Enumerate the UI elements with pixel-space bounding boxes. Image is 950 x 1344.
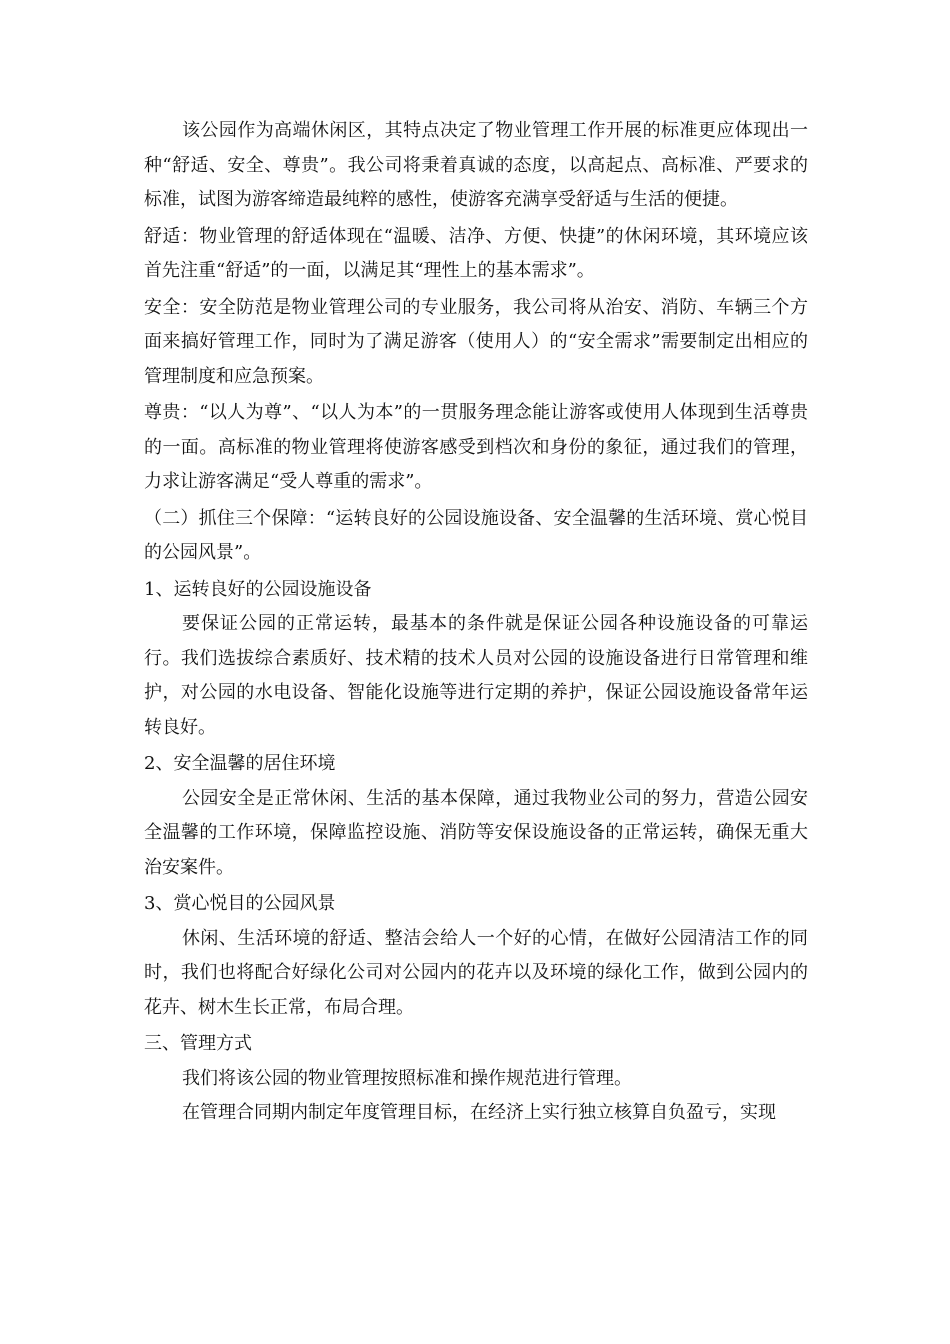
dignity-paragraph: 尊贵：“以人为尊”、“以人为本”的一贯服务理念能让游客或使用人体现到生活尊贵的一面。高标准的物业管理将使游客感受到档次和身份的象征，通过我们的管理，力求让游客满足“受人尊重的需求”。 (144, 402, 808, 492)
management-paragraph: 我们将该公园的物业管理按照标准和操作规范进行管理。 (182, 1067, 632, 1089)
section-heading-two: （二）抓住三个保障：“运转良好的公园设施设备、安全温馨的生活环境、赏心悦目的公园风景”。 (144, 507, 808, 563)
subheading-scenery: 3、赏心悦目的公园风景 (144, 893, 336, 914)
scenery-paragraph: 休闲、生活环境的舒适、整洁会给人一个好的心情，在做好公园清洁工作的同时，我们也将配合好绿化公司对公园内的花卉以及环境的绿化工作，做到公园内的花卉、树木生长正常，布局合理。 (144, 927, 808, 1018)
subheading-facilities: 1、运转良好的公园设施设备 (144, 578, 372, 600)
document-body (144, 114, 808, 1131)
comfort-paragraph: 舒适：物业管理的舒适体现在“温暖、洁净、方便、快捷”的休闲环境，其环境应该首先注重“舒适”的一面，以满足其“理性上的基本需求”。 (144, 225, 808, 281)
environment-paragraph: 公园安全是正常休闲、生活的基本保障，通过我物业公司的努力，营造公园安全温馨的工作环境，保障监控设施、消防等安保设施设备的正常运转，确保无重大治安案件。 (144, 787, 808, 878)
facilities-paragraph: 要保证公园的正常运转，最基本的条件就是保证公园各种设施设备的可靠运行。我们选拔综合素质好、技术精的技术人员对公园的设施设备进行日常管理和维护，对公园的水电设备、智能化设施等进行定期的养护，保证公园设施设备常年运转良好。 (144, 613, 808, 738)
intro-paragraph: 该公园作为高端休闲区，其特点决定了物业管理工作开展的标准更应体现出一种“舒适、安全、尊贵”。我公司将秉着真诚的态度，以高起点、高标准、严要求的标准，试图为游客缔造最纯粹的感性，使游客充满享受舒适与生活的便捷。 (144, 120, 808, 210)
contract-paragraph: 在管理合同期内制定年度管理目标，在经济上实行独立核算自负盈亏，实现 (182, 1102, 776, 1123)
safety-paragraph: 安全：安全防范是物业管理公司的专业服务，我公司将从治安、消防、车辆三个方面来搞好管理工作，同时为了满足游客（使用人）的“安全需求”需要制定出相应的管理制度和应急预案。 (144, 296, 808, 387)
section-heading-three: 三、管理方式 (144, 1033, 252, 1054)
subheading-environment: 2、安全温馨的居住环境 (144, 753, 336, 774)
